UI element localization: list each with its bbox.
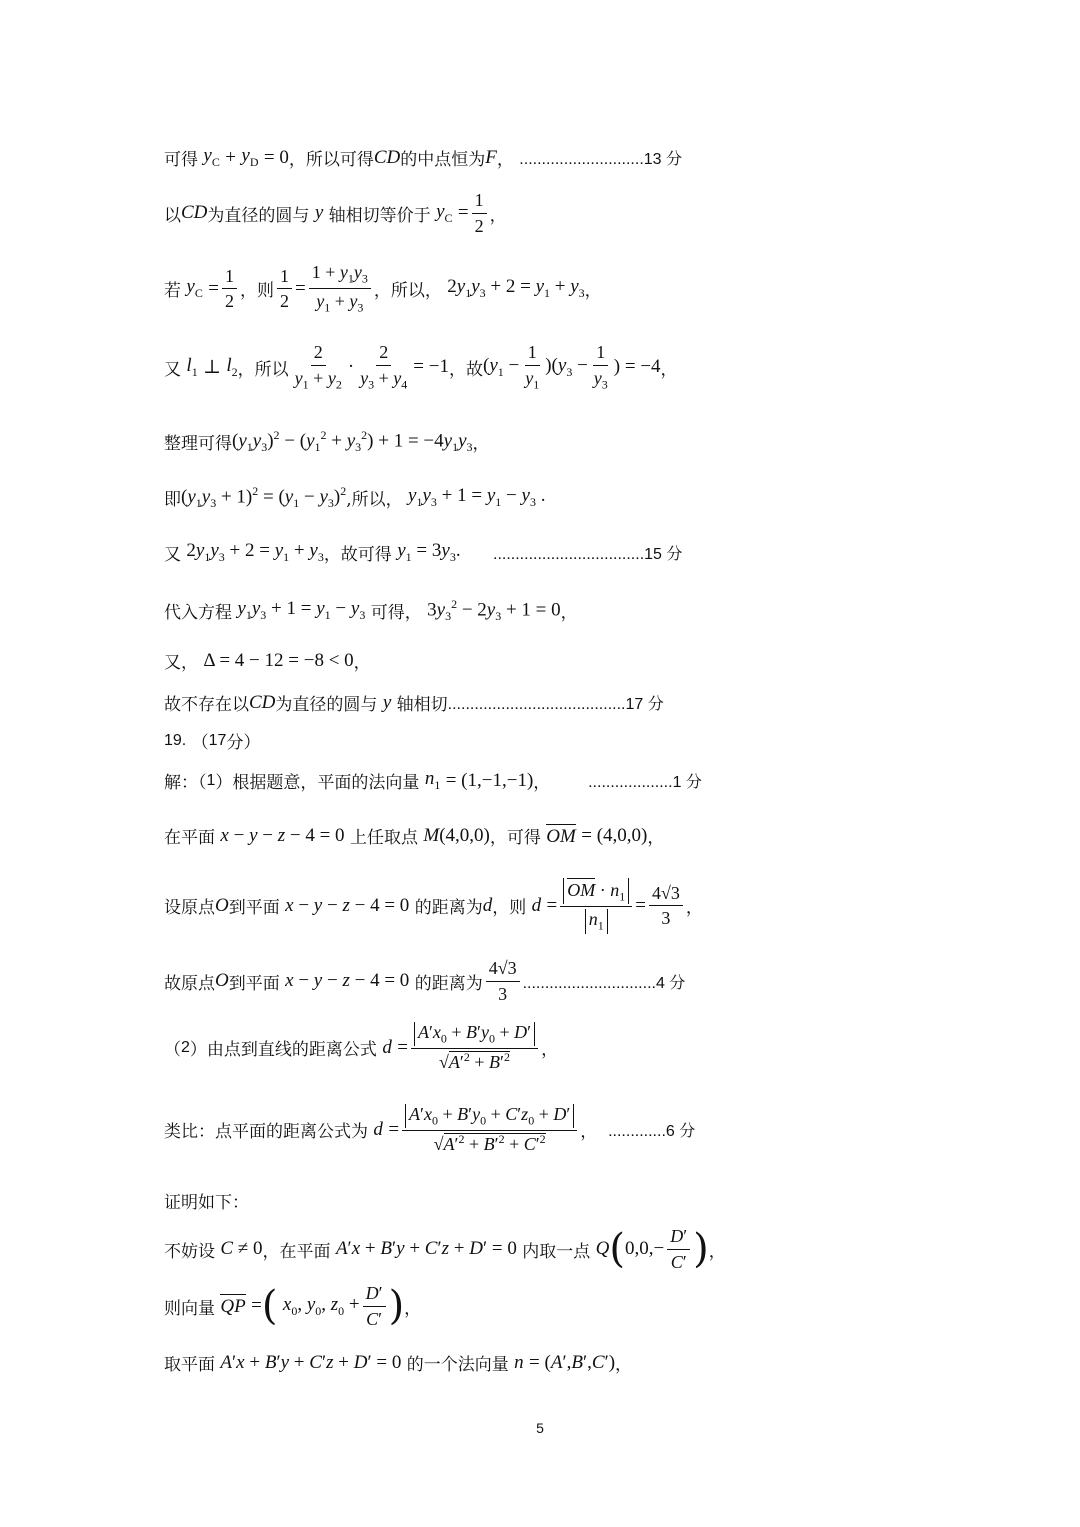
page-number: 5 <box>536 1420 544 1436</box>
solution-line-18 <box>164 1188 249 1213</box>
solution-line-4: 又 $l_1$ ⊥ $l_2$ ，所以 $\frac{2}{y_1 + y_2}$ · $\frac{2}{y_3 + y_4}$ = −1 ，故 ($y_1$ − $\frac{1}{y_1}$ )($y_3$ − $\frac{1}{y_3}$ ) = −4 ， <box>164 342 678 392</box>
solution-line-6: 即 $(y_1y_3 + 1)^2 = (y_1 - y_3)^2$ ,所以， $y_1y_3 + 1 = y_1 - y_3$ . <box>164 484 546 511</box>
solution-line-13: 在平面 x − y − z − 4 = 0 上任取点 M(4,0,0) ，可得 OM = (4,0,0) ， <box>164 824 665 848</box>
solution-line-12: 解：（ 1 ）根据题意，平面的法向量 $n_1$ = (1,−1,−1) ， ...................1 分 <box>164 768 702 793</box>
solution-line-10: 故不存在以 CD 为直径的圆与 y 轴相切 ........................................17 分 <box>164 691 664 715</box>
solution-line-14: 设原点 O 到平面 x − y − z − 4 = 0 的距离为 d ，则 d = $\frac{OM \cdot n_1}{n_1}$ = $\frac{4√3}{3}$ ， <box>164 880 703 933</box>
solution-line-9: 又， Δ = 4 − 12 = −8 < 0 ， <box>164 649 371 673</box>
solution-line-16: （ 2 ）由点到直线的距离公式 d = $\frac{A'x_0 + B'y_0 + D'}{√A'^2 + B'^2}$ ， <box>164 1022 559 1073</box>
question-19-header: 19. （ 17 分） <box>164 731 261 753</box>
solution-line-5: 整理可得 $(y_1y_3)^2 - (y_1^2 + y_3^2) + 1 = -4y_1y_3$ ， <box>164 428 490 455</box>
solution-line-3: 若 $y_C$ = $\frac{1}{2}$ ，则 $\frac{1}{2}$ = $\frac{1 + y_1y_3}{y_1 + y_3}$ ，所以， $2y_1y_3 + 2 = y_1 + y_3$ ， <box>164 262 602 315</box>
solution-line-17: 类比：点平面的距离公式为 d = $\frac{A'x_0 + B'y_0 + C'z_0 + D'}{√A'^2 + B'^2 + C'^2}$ ， .............6 分 <box>164 1104 696 1155</box>
solution-line-1: 可得 $y_C$ + $y_D$ = 0 ，所以可得 CD 的中点恒为 F ， ............................13 分 <box>164 145 683 170</box>
solution-line-19: 不妨设 C ≠ 0 ，在平面 A′x + B′y + C′z + D′ = 0 内取一点 Q ( 0,0,− $\frac{D'}{C'}$ ) ， <box>164 1226 726 1273</box>
solution-line-15: 故原点 O 到平面 x − y − z − 4 = 0 的距离为 $\frac{4√3}{3}$ ..............................4 分 <box>164 958 686 1004</box>
line-text: 证明如下： <box>164 1193 249 1213</box>
solution-line-7: 又 $2y_1y_3 + 2 = y_1 + y_3$ ，故可得 $y_1 = 3y_3$. ..................................15 分 <box>164 540 683 565</box>
solution-line-8: 代入方程 $y_1y_3 + 1 = y_1 - y_3$ 可得， $3y_3^2 - 2y_3 + 1 = 0$ ， <box>164 597 578 624</box>
solution-line-20: 则向量 QP = ( $x_0$, $y_0$, $z_0$ + $\frac{D'}{C'}$ ) ， <box>164 1283 422 1330</box>
fraction: $\frac{1}{2}$ <box>472 190 487 236</box>
solution-line-21: 取平面 A′x + B′y + C′z + D′ = 0 的一个法向量 n = (A′,B′,C′) ， <box>164 1351 633 1375</box>
solution-line-2: 以 CD 为直径的圆与 y 轴相切等价于 $y_C$ = $\frac{1}{2}$ ， <box>164 190 507 236</box>
